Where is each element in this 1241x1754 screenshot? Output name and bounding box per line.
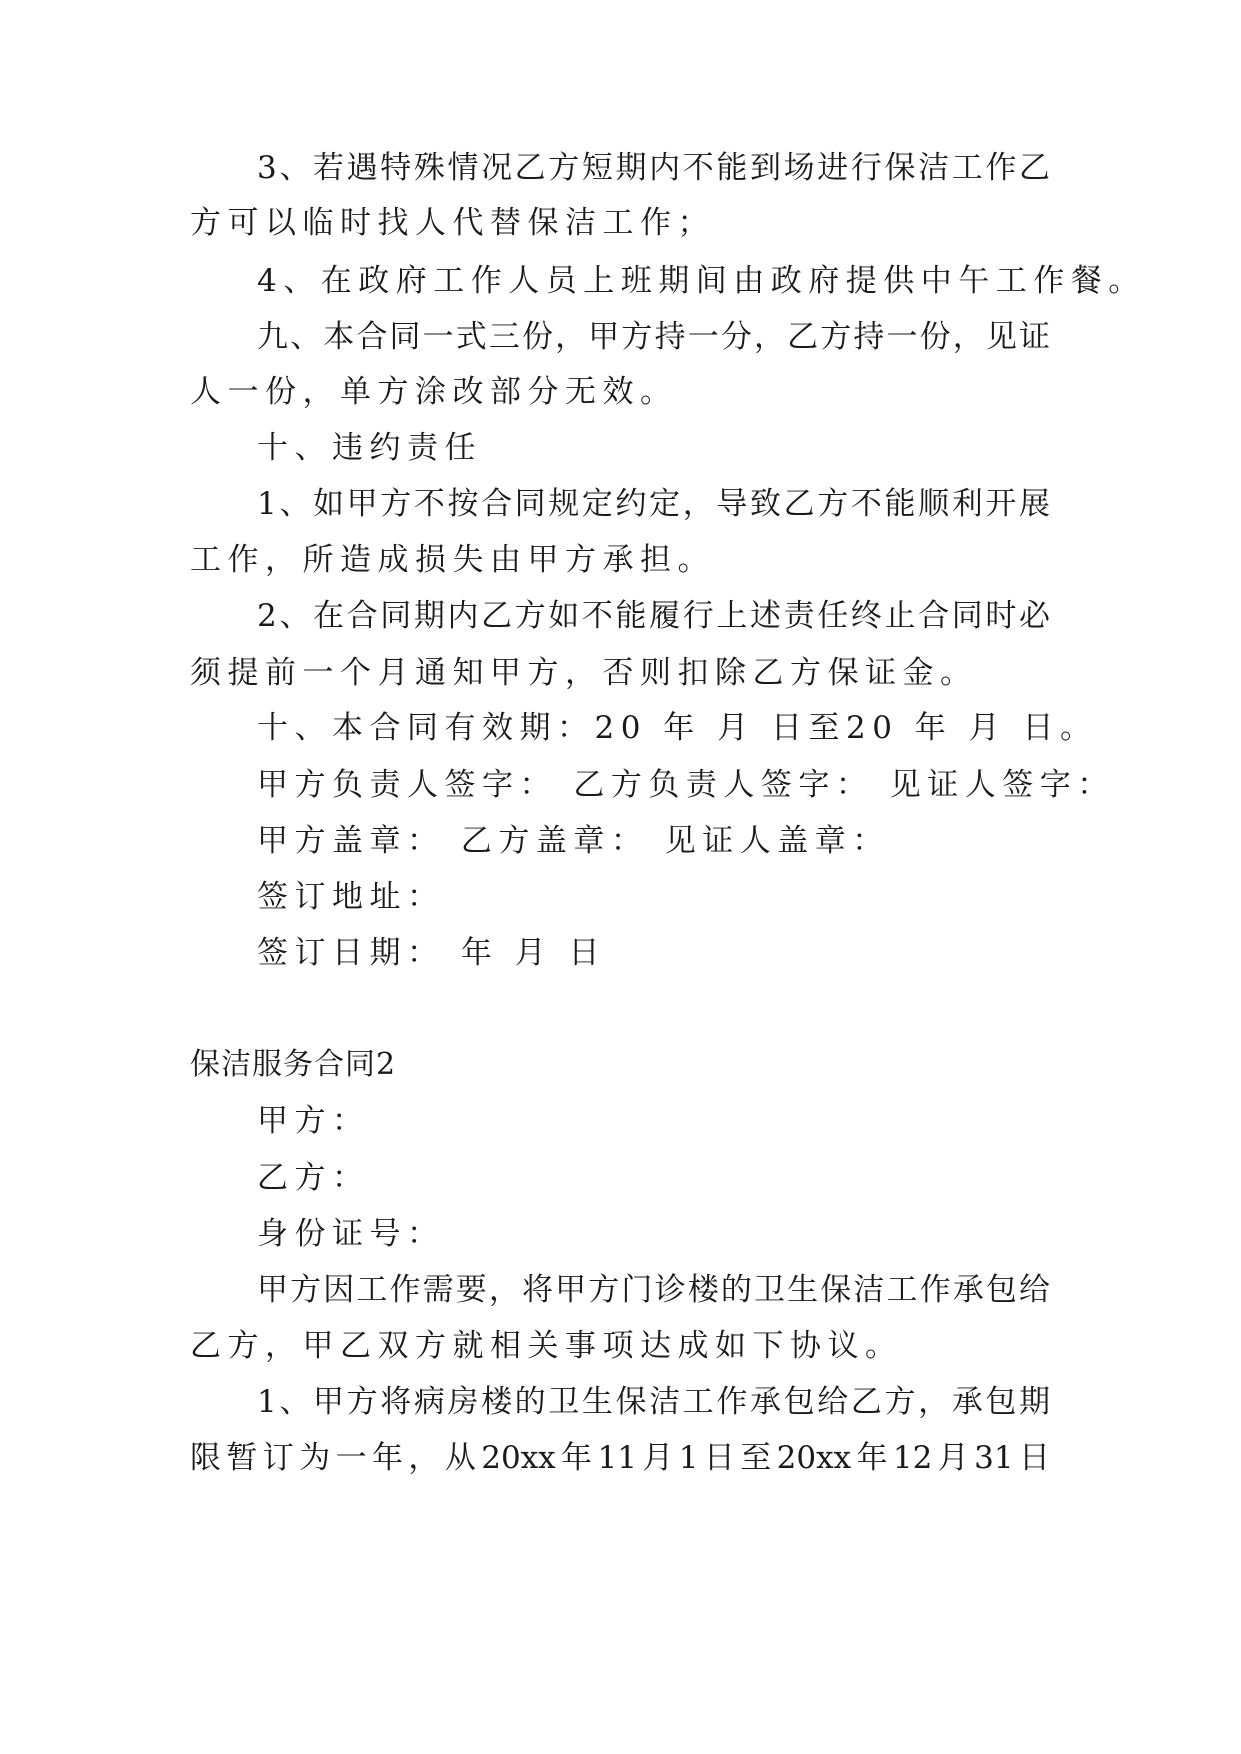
paragraph-line: 1、如甲方不按合同规定约定，导致乙方不能顺利开展 bbox=[257, 486, 1050, 522]
paragraph-line: 1、甲方将病房楼的卫生保洁工作承包给乙方，承包期 bbox=[257, 1384, 1050, 1420]
party-b-line: 乙方： bbox=[257, 1160, 370, 1196]
paragraph-line: 2、在合同期内乙方如不能履行上述责任终止合同时必 bbox=[257, 598, 1050, 634]
section-heading: 十、违约责任 bbox=[257, 430, 482, 466]
paragraph-line: 九、本合同一式三份，甲方持一分，乙方持一份，见证 bbox=[257, 319, 1050, 355]
signature-line: 甲方负责人签字： 乙方负责人签字： 见证人签字： bbox=[257, 767, 1115, 803]
id-number-line: 身份证号： bbox=[257, 1216, 445, 1252]
party-a-line: 甲方： bbox=[257, 1103, 370, 1139]
document-title: 保洁服务合同2 bbox=[190, 1047, 397, 1082]
paragraph-line: 4、在政府工作人员上班期间由政府提供中午工作餐。 bbox=[257, 263, 1146, 299]
paragraph-line: 工作，所造成损失由甲方承担。 bbox=[190, 542, 715, 578]
paragraph-line: 十、本合同有效期：20 年 月 日至20 年 月 日。 bbox=[257, 710, 1098, 746]
paragraph-line: 人一份，单方涂改部分无效。 bbox=[190, 374, 678, 410]
paragraph-line: 须提前一个月通知甲方，否则扣除乙方保证金。 bbox=[190, 655, 978, 691]
paragraph-line: 方可以临时找人代替保洁工作； bbox=[190, 205, 715, 241]
signing-date-line: 签订日期： 年 月 日 bbox=[257, 935, 607, 971]
paragraph-line: 乙方，甲乙双方就相关事项达成如下协议。 bbox=[190, 1328, 903, 1364]
paragraph-line: 甲方因工作需要，将甲方门诊楼的卫生保洁工作承包给 bbox=[257, 1272, 1050, 1308]
paragraph-line: 限暂订为一年，从20xx年11月1日至20xx年12月31日 bbox=[190, 1440, 1050, 1476]
signing-address-line: 签订地址： bbox=[257, 879, 445, 915]
paragraph-line: 3、若遇特殊情况乙方短期内不能到场进行保洁工作乙 bbox=[257, 150, 1050, 186]
seal-line: 甲方盖章： 乙方盖章： 见证人盖章： bbox=[257, 823, 890, 859]
